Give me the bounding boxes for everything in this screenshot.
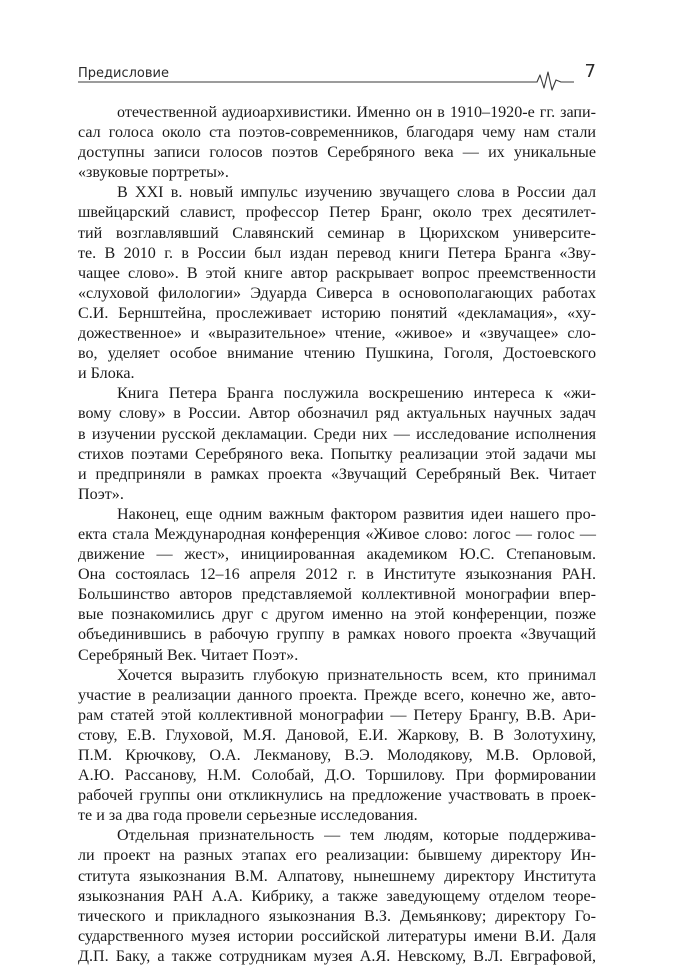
header-rule-heartbeat <box>78 69 598 93</box>
text-line: екта стала Международная конференция «Живое слово: логос — голос — <box>78 525 596 543</box>
text-line: Она состоялась 12–16 апреля 2012 г. в Институте языкознания РАН. <box>78 566 596 584</box>
text-line: во, уделяет особое внимание чтению Пушкина, Гоголя, Достоевского <box>78 345 596 363</box>
running-head-title: Предисловие <box>78 66 169 81</box>
body-text <box>78 103 596 967</box>
paragraph <box>78 505 596 666</box>
text-line: доступны записи голосов поэтов Серебряного века — их уникальные <box>78 144 596 162</box>
text-line: чащее слово». В этой книге автор раскрывает вопрос преемственности <box>78 264 596 282</box>
text-line: ститута языкознания В.М. Алпатову, нынешнему директору Института <box>78 867 596 885</box>
text-line: ли проект на разных этапах его реализации: бывшему директору Ин- <box>78 847 596 865</box>
text-line: языкознания РАН А.А. Кибрику, а также заведующему отделом теоре- <box>78 887 596 905</box>
text-line: тического и прикладного языкознания В.З. Демьянкову; директору Го- <box>78 907 596 925</box>
page-number: 7 <box>584 61 596 82</box>
text-line: вые познакомились друг с другом именно на этой конференции, позже <box>78 606 596 624</box>
text-line: Д.П. Баку, а также сотрудникам музея А.Я. Невскому, В.Л. Евграфовой, <box>78 947 596 965</box>
text-line: «звуковые портреты». <box>78 164 229 182</box>
text-line: Большинство авторов представляемой коллективной монографии впер- <box>78 586 596 604</box>
text-line: Книга Петера Бранга послужила воскрешению интереса к «жи- <box>117 385 596 403</box>
text-line: тий возглавлявший Славянский семинар в Цюрихском университе- <box>78 224 596 242</box>
paragraph <box>78 183 596 384</box>
text-line: в изучении русской декламации. Среди них — исследование исполнения <box>78 425 596 443</box>
text-line: и Блока. <box>78 365 135 383</box>
text-line: стову, Е.В. Глуховой, М.Я. Дановой, Е.И. Жаркову, В. В Золотухину, <box>78 726 596 744</box>
text-line: сал голоса около ста поэтов-современников, благодаря чему нам стали <box>78 124 596 142</box>
paragraph <box>78 826 596 967</box>
text-line: П.М. Крючкову, О.А. Лекманову, В.Э. Молодякову, М.В. Орловой, <box>78 747 596 764</box>
text-line: дожественное» и «выразительное» чтение, «живое» и «звучащее» сло- <box>78 325 596 343</box>
paragraph <box>78 103 596 183</box>
text-line: объединившись в рабочую группу в рамках нового проекта «Звучащий <box>78 626 596 644</box>
text-line: С.И. Бернштейна, прослеживает историю понятий «декламация», «ху- <box>78 304 596 322</box>
text-line: Хочется выразить глубокую признательность всем, кто принимал <box>117 666 596 684</box>
page-header <box>78 58 598 88</box>
text-line: Поэт». <box>78 485 124 503</box>
text-line: стихов поэтами Серебряного века. Попытку реализации этой задачи мы <box>78 445 596 463</box>
paragraph <box>78 666 596 827</box>
text-line: рам статей этой коллективной монографии — Петеру Брангу, В.В. Ари- <box>78 706 596 724</box>
text-line: А.Ю. Рассанову, Н.М. Солобай, Д.О. Торшилову. При формировании <box>78 767 596 785</box>
text-line: те и за два года провели серьезные исследования. <box>78 807 418 825</box>
text-line: отечественной аудиоархивистики. Именно он в 1910–1920-е гг. запи- <box>117 104 596 121</box>
text-line: рабочей группы они откликнулись на предложение участвовать в проек- <box>78 787 596 805</box>
text-line: движение — жест», инициированная академиком Ю.С. Степановым. <box>78 546 596 564</box>
text-line: те. В 2010 г. в России был издан перевод книги Петера Бранга «Зву- <box>78 244 596 262</box>
text-line: участие в реализации данного проекта. Прежде всего, конечно же, авто- <box>78 686 596 704</box>
text-line: и предприняли в рамках проекта «Звучащий Серебряный Век. Читает <box>78 465 596 483</box>
text-line: сударственного музея истории российской литературы имени В.И. Даля <box>78 927 596 945</box>
text-line: Наконец, еще одним важным фактором развития идеи нашего про- <box>117 505 596 523</box>
text-line: Серебряный Век. Читает Поэт». <box>78 646 299 664</box>
text-line: «слуховой филологии» Эдуарда Сиверса в основополагающих работах <box>78 284 596 302</box>
text-line: вому слову» в России. Автор обозначил ряд актуальных научных задач <box>78 405 596 423</box>
paragraph <box>78 384 596 505</box>
text-line: Отдельная признательность — тем людям, которые поддержива- <box>117 827 596 845</box>
text-line: швейцарский славист, профессор Петер Бранг, около трех десятилет- <box>78 204 596 222</box>
text-line: В XXI в. новый импульс изучению звучащего слова в России дал <box>117 184 596 202</box>
